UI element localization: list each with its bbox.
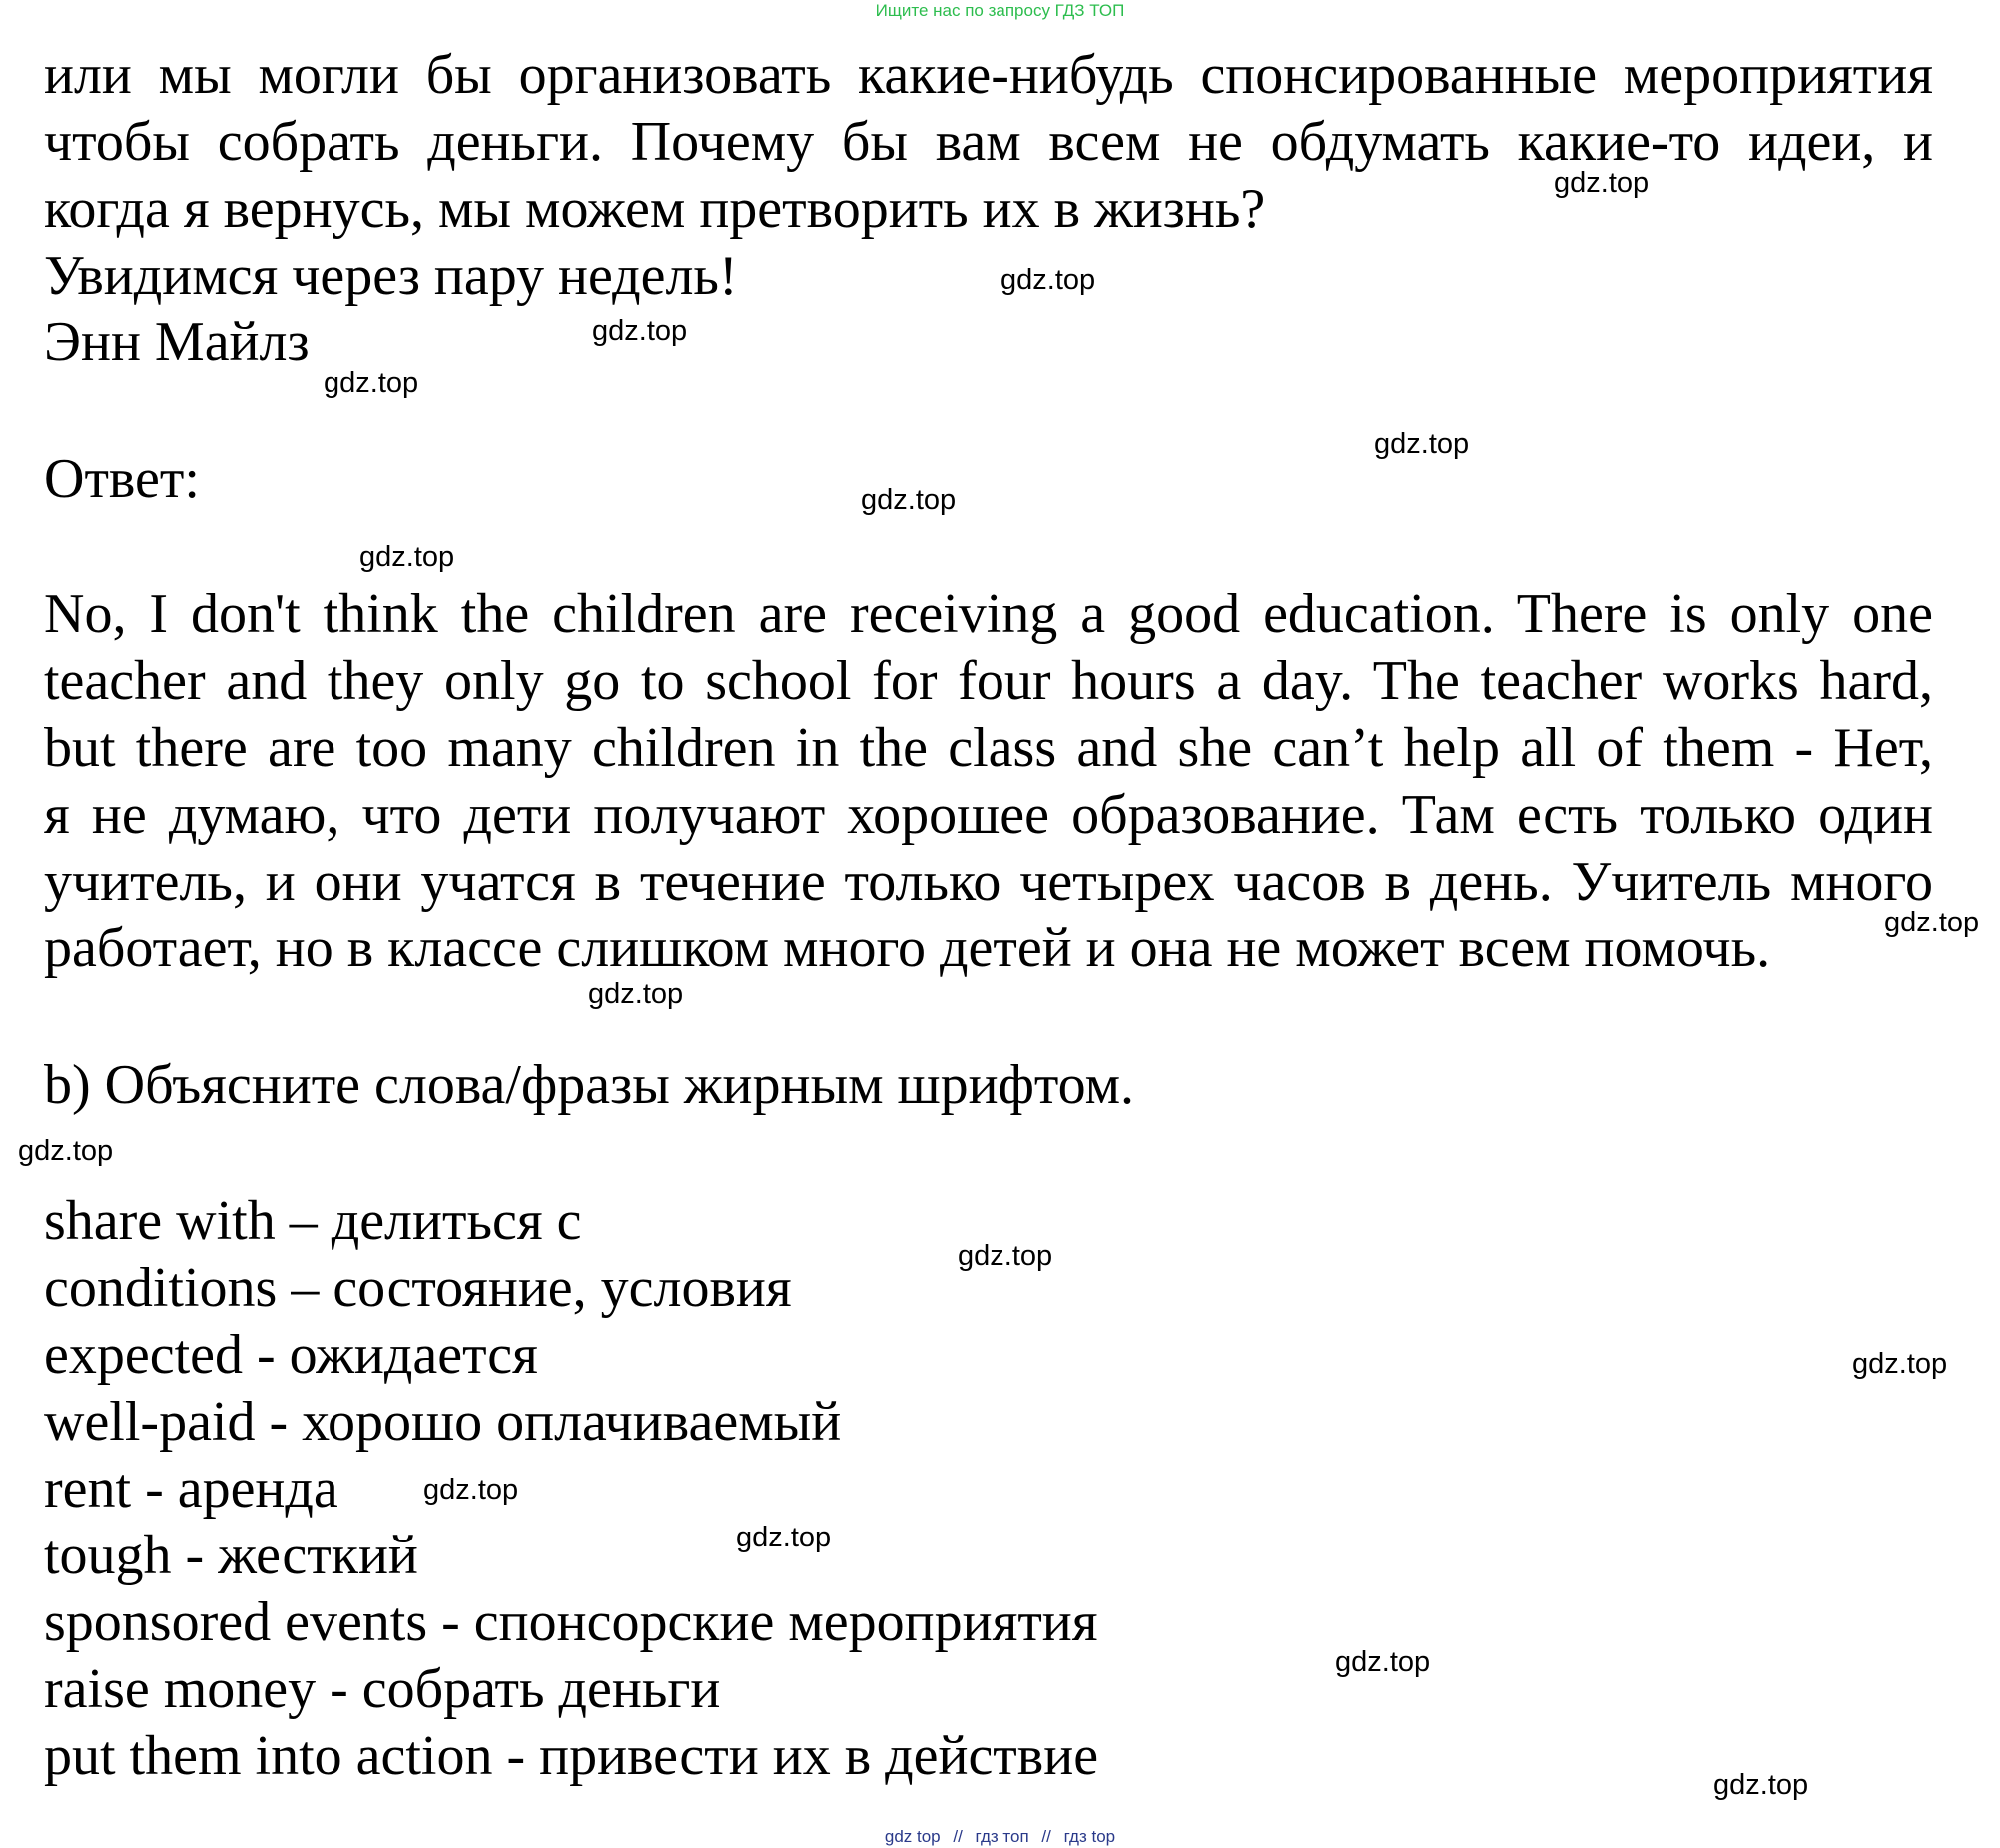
answer-label: Ответ: (44, 448, 200, 510)
footer-separator: // (953, 1827, 963, 1846)
watermark: gdz.top (736, 1522, 832, 1553)
watermark: gdz.top (359, 541, 455, 573)
task-b-heading: b) Объясните слова/фразы жирным шрифтом. (44, 1054, 1134, 1116)
letter-line: когда я вернусь, мы можем претворить их в жизнь? (44, 178, 1266, 240)
watermark: gdz.top (423, 1474, 519, 1506)
watermark: gdz.top (1000, 264, 1096, 296)
vocab-item: raise money - собрать деньги (44, 1658, 721, 1720)
top-banner: Ищите нас по запросу ГДЗ ТОП (875, 1, 1125, 20)
letter-closing: Увидимся через пару недель! (44, 245, 738, 307)
watermark: gdz.top (958, 1240, 1053, 1272)
answer-line: я не думаю, что дети получают хорошее образование. Там есть только один (44, 784, 1933, 846)
vocab-item: conditions – состояние, условия (44, 1257, 792, 1319)
footer-separator: // (1041, 1827, 1051, 1846)
vocab-item: sponsored events - спонсорские мероприятия (44, 1591, 1098, 1653)
watermark: gdz.top (1374, 428, 1470, 460)
vocab-item: expected - ожидается (44, 1324, 538, 1386)
letter-line: или мы могли бы организовать какие-нибудь спонсированные мероприятия (44, 44, 1933, 106)
letter-signature: Энн Майлз (44, 311, 310, 373)
vocab-item: share with – делиться с (44, 1190, 582, 1252)
watermark: gdz.top (1884, 907, 1980, 938)
watermark: gdz.top (1335, 1646, 1431, 1678)
vocab-item: tough - жесткий (44, 1525, 418, 1586)
watermark: gdz.top (861, 484, 957, 516)
bottom-banner (0, 1826, 2000, 1848)
footer-link[interactable]: гдз top (1063, 1827, 1116, 1846)
vocab-item: put them into action - привести их в действие (44, 1725, 1099, 1787)
answer-line: учитель, и они учатся в течение только четырех часов в день. Учитель много (44, 851, 1933, 913)
watermark: gdz.top (1713, 1769, 1809, 1801)
footer-link[interactable]: гдз топ (975, 1827, 1029, 1846)
answer-line: No, I don't think the children are receiving a good education. There is only one (44, 583, 1933, 645)
vocab-item: rent - аренда (44, 1458, 338, 1520)
letter-line: чтобы собрать деньги. Почему бы вам всем не обдумать какие-то идеи, и (44, 111, 1933, 173)
footer-link[interactable]: gdz top (884, 1827, 941, 1846)
watermark: gdz.top (1852, 1348, 1948, 1380)
watermark: gdz.top (1554, 167, 1650, 199)
watermark: gdz.top (588, 978, 684, 1010)
answer-line: работает, но в классе слишком много детей и она не может всем помочь. (44, 918, 1771, 979)
answer-line: teacher and they only go to school for four hours a day. The teacher works hard, (44, 650, 1933, 712)
vocab-item: well-paid - хорошо оплачиваемый (44, 1391, 842, 1453)
watermark: gdz.top (324, 367, 419, 399)
watermark: gdz.top (18, 1135, 114, 1167)
watermark: gdz.top (592, 315, 688, 347)
answer-line: but there are too many children in the class and she can’t help all of them - Нет, (44, 717, 1933, 779)
